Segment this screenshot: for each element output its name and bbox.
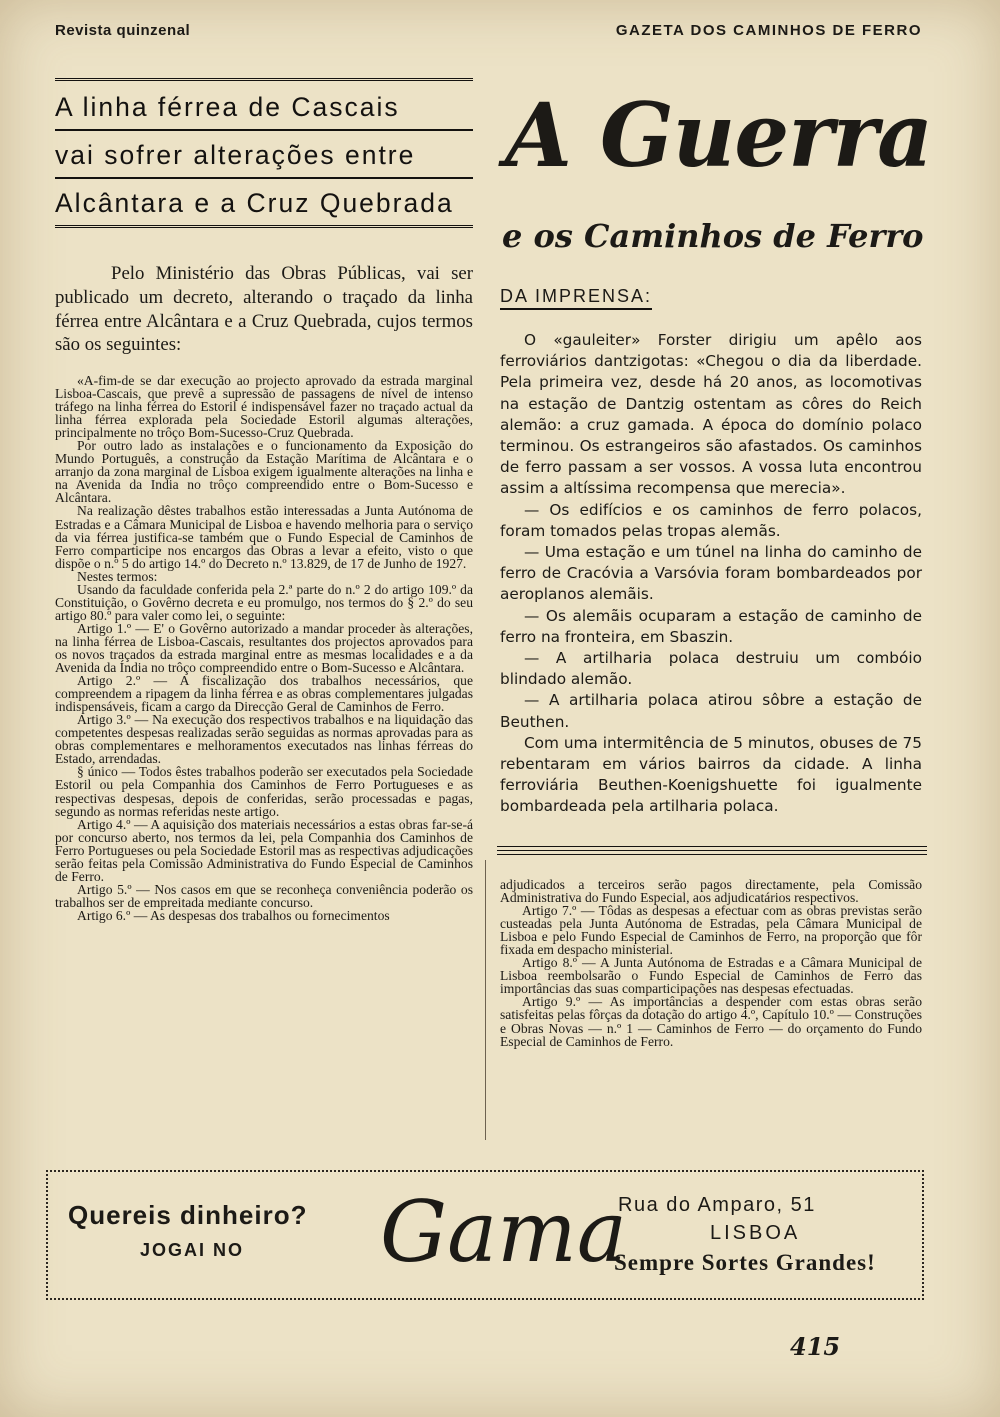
header-right: GAZETA DOS CAMINHOS DE FERRO xyxy=(615,22,922,39)
decree-paragraph: Por outro lado as instalações e o funcionamento da Exposição do Mundo Português, a construção da Estação Marítima de Alcântara e o arranjo da zona marginal de Lisboa exigem igualmente alterações na linha e na Avenida da India no trôço compreendido entre o Bom-Sucesso e Alcântara. xyxy=(55,438,473,506)
decree-paragraph: Artigo 4.º — A aquisição dos materiais necessários a estas obras far-se-á por concurso aberto, nos termos da lei, pela Companhia dos Caminhos de Ferro Portugueses ou pela Sociedade Estoril mas as respectivas adjudicações serão feitas pela Comissão Administrativa do Fundo Especial de Caminhos de Ferro. xyxy=(55,816,473,884)
ad-slogan: Sempre Sortes Grandes! xyxy=(614,1250,876,1275)
decree-paragraph: Artigo 9.º — As importâncias a despender com estas obras serão satisfeitas pelas fôrças da dotação do artigo 4.º, Capítulo 10.º — Construções e Obras Novas — n.º 1 — Caminhos de Ferro — do orçamento do Fundo Especial de Caminhos de Ferro. xyxy=(500,994,922,1049)
decree-paragraph: Artigo 7.º — Tôdas as despesas a efectuar com as obras previstas serão custeadas pela Junta Autónoma de Estradas, pela Câmara Municipal de Lisboa e pelo Fundo Especial de Caminhos de Ferro, na proporção que fôr fixada em despacho ministerial. xyxy=(500,903,922,958)
ad-brand-logo: Gama xyxy=(380,1183,627,1281)
left-article-headline xyxy=(55,78,473,230)
right-article-title: A Guerra xyxy=(505,83,933,187)
news-paragraph: — Os alemãis ocuparam a estação de caminho de ferro na fronteira, em Sbaszin. xyxy=(500,606,922,646)
news-paragraph: O «gauleiter» Forster dirigiu um apêlo aos ferroviários dantzigotas: «Chegou o dia da liberdade. Pela primeira vez, desde há 20 anos, as locomotivas na estação de Dantzig ostentam as côres do Reich alemão: a cruz gamada. A época do domínio polaco terminou. Os estrangeiros são afastados. Os caminhos de ferro passam a ser vossos. A vossa luta encontrou assim a altíssima recompensa que merecia». xyxy=(500,331,922,498)
news-text xyxy=(500,330,922,818)
decree-paragraph: Artigo 5.º — Nos casos em que se reconheça conveniência poderão os trabalhos ser de empreitada mediante concurso. xyxy=(55,881,473,910)
decree-paragraph: Na realização dêstes trabalhos estão interessadas a Junta Autónoma de Estradas e a Câmara Municipal de Lisboa e havendo melhoria para o serviço da via férrea justifica-se também que o Fundo Especial de Caminhos de Ferro comparticipe nos encargos das Obras a levar a efeito, visto o que dispõe o n.º 5 do artigo 14.º do Decreto n.º 13.829, de 17 de Junho de 1927. xyxy=(55,503,473,571)
column-divider xyxy=(485,860,486,1140)
section-separator xyxy=(497,846,927,858)
decree-paragraph: Artigo 1.º — E' o Govêrno autorizado a mandar proceder às alterações, na linha férrea de Lisboa-Cascais, resultantes dos projectos aprovados para os novos traçados da estrada marginal entre as mesmas localidades e a da Avenida da Índia no trôço compreendido entre o Bom-Sucesso e Alcântara. xyxy=(55,620,473,676)
decree-paragraph: adjudicados a terceiros serão pagos directamente, pela Comissão Administrativa do Fundo Especial, aos adjudicatários respectivos. xyxy=(500,877,922,906)
decree-paragraph: Artigo 6.º — As despesas dos trabalhos ou fornecimentos xyxy=(77,907,390,923)
headline-line-1: A linha férrea de Cascais xyxy=(55,92,400,122)
decree-text xyxy=(55,374,473,922)
ad-address: Rua do Amparo, 51 xyxy=(618,1194,816,1216)
ad-city: LISBOA xyxy=(710,1222,801,1244)
news-paragraph: — A artilharia polaca atirou sôbre a estação de Beuthen. xyxy=(500,691,922,731)
decree-paragraph: Artigo 8.º — A Junta Autónoma de Estradas e a Câmara Municipal de Lisboa reembolsarão o Fundo Especial de Caminhos de Ferro das importâncias das suas comparticipações nas despesas efectuadas. xyxy=(500,955,922,997)
decree-paragraph: Artigo 2.º — A fiscalização dos trabalhos necessários, que compreendem a ripagem da linha férrea e as obras complementares julgadas indispensáveis, ficam a cargo da Direcção Geral de Caminhos de Ferro. xyxy=(55,673,473,715)
left-article-intro xyxy=(55,262,473,357)
decree-paragraph: Artigo 3.º — Na execução dos respectivos trabalhos e na liquidação das competentes despesas realizadas serão seguidas as normas aprovadas para as obras complementares e melhoramentos executados nas linhas férreas do Estado, arrendadas. xyxy=(55,712,473,767)
news-paragraph: — Uma estação e um túnel na linha do caminho de ferro de Cracóvia a Varsóvia foram bombardeados por aeroplanos alemãis. xyxy=(500,543,922,604)
advertisement xyxy=(46,1170,924,1300)
decree-paragraph: Nestes termos: xyxy=(77,568,158,584)
right-article-subtitle: e os Caminhos de Ferro xyxy=(502,217,924,255)
decree-paragraph: «A-fim-de se dar execução ao projecto aprovado da estrada marginal Lisboa-Cascais, que prevê a supressão de passagens de nível de intenso tráfego na linha férrea do Estoril é indispensável fazer no traçado actual da linha férrea explorada pela Sociedade Estoril algumas alterações, principalmente no trôço Bom-Sucesso-Cruz Quebrada. xyxy=(55,373,473,441)
news-paragraph: — A artilharia polaca destruiu um combóio blindado alemão. xyxy=(500,649,922,689)
decree-paragraph: Usando da faculdade conferida pela 2.ª parte do n.º 2 do artigo 109.º da Constituição, o Govêrno decreta e eu promulgo, nos termos do § 2.º do seu artigo 80.º para valer como lei, o seguinte: xyxy=(55,581,473,623)
headline-line-2: vai sofrer alterações entre xyxy=(55,140,416,170)
header-left: Revista quinzenal xyxy=(55,22,191,39)
ad-question: Quereis dinheiro? xyxy=(68,1200,308,1230)
news-paragraph: — Os edifícios e os caminhos de ferro polacos, foram tomados pelas tropas alemãs. xyxy=(500,500,922,540)
intro-paragraph: Pelo Ministério das Obras Públicas, vai ser publicado um decreto, alterando o traçado da linha férrea entre Alcântara e a Cruz Quebrada, cujos termos são os seguintes: xyxy=(55,263,473,356)
page-number: 415 xyxy=(790,1332,841,1361)
decree-paragraph: § único — Todos êstes trabalhos poderão ser executados pela Sociedade Estoril ou pela Companhia dos Caminhos de Ferro Portugueses e as respectivas despesas, depois de conferidas, serão processadas e pagas, segundo as normas referidas neste artigo. xyxy=(55,764,473,819)
news-paragraph: Com uma intermitência de 5 minutos, obuses de 75 rebentaram em vários bairros da cidade. A linha ferroviária Beuthen-Koenigshuette foi igualmente bombardeada pela artilharia polaca. xyxy=(500,733,922,816)
section-heading: DA IMPRENSA: xyxy=(500,286,652,310)
decree-continuation xyxy=(500,878,922,1048)
headline-line-3: Alcântara e a Cruz Quebrada xyxy=(55,188,454,218)
ad-play: JOGAI NO xyxy=(140,1240,245,1260)
headline-rule-bottom xyxy=(55,225,473,230)
